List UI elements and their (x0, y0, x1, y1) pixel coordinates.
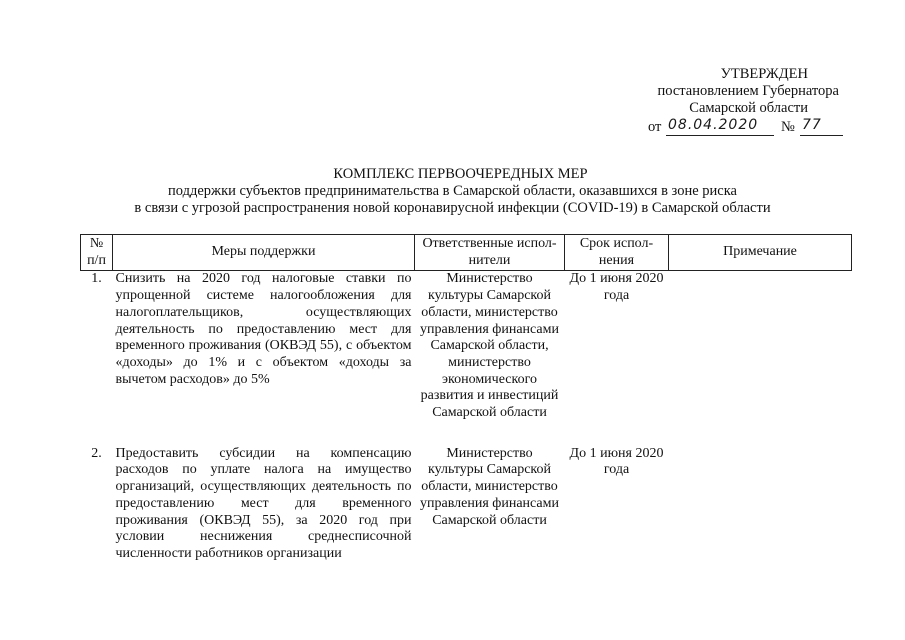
document-title-block (0, 166, 905, 217)
approval-line-1: постановлением Губернатора (657, 83, 839, 99)
measures-table (80, 234, 852, 563)
date-field (666, 119, 774, 136)
row-term: До 1 июня 2020 года (569, 271, 664, 304)
row-number: 1. (91, 271, 102, 287)
header-measure: Меры поддержки (113, 235, 415, 271)
approval-heading: УТВЕРЖДЕН (720, 66, 808, 82)
document-title: КОМПЛЕКС ПЕРВООЧЕРЕДНЫХ МЕР (333, 166, 588, 182)
table-row (81, 271, 852, 422)
number-field (800, 119, 843, 136)
header-number: № п/п (81, 235, 113, 271)
row-spacer (81, 422, 852, 446)
document-subtitle-line-2: в связи с угрозой распространения новой коронавирусной инфекции (COVID-19) в Самарской области (134, 200, 771, 216)
document-subtitle-line-1: поддержки субъектов предпринимательства в Самарской области, оказавшихся в зоне риска (168, 183, 737, 199)
row-measure: Снизить на 2020 год налоговые ставки по упрощенной системе налогообложения для налогоплательщиков, осуществляющих деятельность по предоставлению мест для временного проживания (ОКВЭД 55), с объектом «доходы» до 1% и с объектом «доходы за вычетом расходов» до 5% (115, 271, 412, 387)
row-note (669, 446, 852, 563)
row-responsible: Министерство культуры Самарской области, министерство управления финансами Самарской области (420, 445, 559, 528)
header-term: Срок испол- нения (565, 235, 669, 271)
header-responsible: Ответственные испол- нители (415, 235, 565, 271)
row-note (669, 271, 852, 422)
row-term: До 1 июня 2020 года (569, 445, 664, 478)
handwritten-number: 77 (802, 117, 822, 133)
number-prefix: № (781, 119, 795, 135)
header-note: Примечание (669, 235, 852, 271)
row-responsible: Министерство культуры Самарской области, министерство управления финансами Самарской области, министерство экономического развития и инвестиций Самарской области (420, 271, 559, 421)
approval-line-2: Самарской области (689, 100, 808, 116)
approval-date-line (600, 117, 855, 137)
table-row (81, 446, 852, 563)
handwritten-date: 08.04.2020 (668, 117, 759, 133)
date-prefix: от (648, 119, 662, 135)
approval-block (600, 66, 855, 137)
table-header-row (81, 235, 852, 271)
row-measure: Предоставить субсидии на компенсацию расходов по уплате налога на имущество организаций, осуществляющих деятельность по предоставлению мест для временного проживания (ОКВЭД 55), за 2020 год при условии неснижения среднесписочной численности работников организации (115, 445, 412, 561)
row-number: 2. (91, 445, 102, 461)
